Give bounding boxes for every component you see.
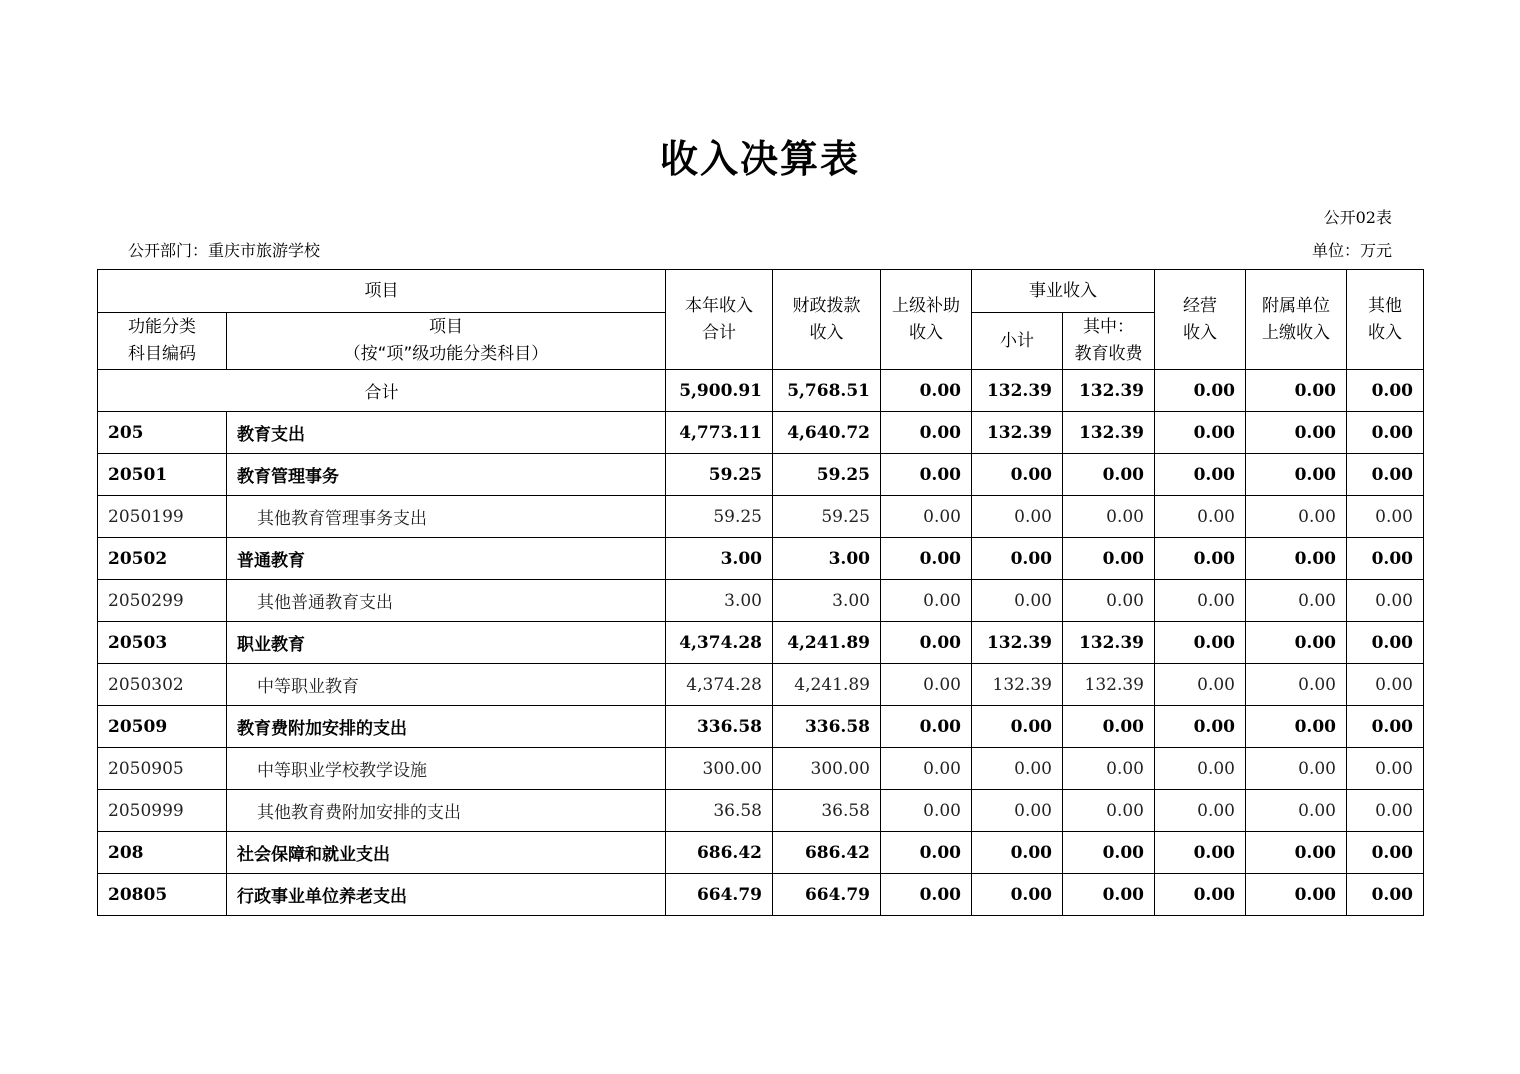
row-code: 208 <box>98 832 227 874</box>
row-value: 0.00 <box>972 454 1063 496</box>
row-value: 0.00 <box>881 580 972 622</box>
header-code: 功能分类 科目编码 <box>98 313 227 370</box>
row-value: 0.00 <box>972 790 1063 832</box>
row-value: 132.39 <box>1063 622 1155 664</box>
row-value: 336.58 <box>773 706 881 748</box>
row-value: 132.39 <box>1063 664 1155 706</box>
row-value: 59.25 <box>666 454 773 496</box>
row-value: 0.00 <box>1246 412 1347 454</box>
total-value: 0.00 <box>1347 370 1424 412</box>
table-row <box>98 706 1424 748</box>
row-value: 0.00 <box>1347 496 1424 538</box>
row-value: 0.00 <box>1347 748 1424 790</box>
row-value: 686.42 <box>666 832 773 874</box>
header-superior: 上级补助 收入 <box>881 270 972 370</box>
row-value: 0.00 <box>1347 454 1424 496</box>
row-value: 0.00 <box>1347 622 1424 664</box>
table-row <box>98 538 1424 580</box>
row-value: 0.00 <box>1155 664 1246 706</box>
header-name: 项目 （按“项”级功能分类科目） <box>227 313 666 370</box>
page-title: 收入决算表 <box>659 137 860 181</box>
header-operating: 经营 收入 <box>1155 270 1246 370</box>
row-value: 4,374.28 <box>666 622 773 664</box>
row-value: 0.00 <box>1246 454 1347 496</box>
row-value: 300.00 <box>773 748 881 790</box>
row-value: 0.00 <box>1155 412 1246 454</box>
row-value: 0.00 <box>1063 748 1155 790</box>
row-value: 0.00 <box>1155 832 1246 874</box>
table-row <box>98 580 1424 622</box>
total-value: 132.39 <box>1063 370 1155 412</box>
header-other: 其他 收入 <box>1347 270 1424 370</box>
row-value: 132.39 <box>972 664 1063 706</box>
row-value: 36.58 <box>773 790 881 832</box>
header-subtotal: 小计 <box>972 313 1063 370</box>
row-value: 0.00 <box>881 538 972 580</box>
row-value: 3.00 <box>666 580 773 622</box>
header-total: 本年收入 合计 <box>666 270 773 370</box>
row-value: 0.00 <box>1063 454 1155 496</box>
row-value: 4,773.11 <box>666 412 773 454</box>
row-value: 3.00 <box>666 538 773 580</box>
row-name: 其他教育管理事务支出 <box>227 496 666 538</box>
row-value: 0.00 <box>1246 748 1347 790</box>
row-value: 0.00 <box>1155 874 1246 916</box>
row-value: 0.00 <box>881 664 972 706</box>
row-value: 0.00 <box>1246 706 1347 748</box>
row-value: 0.00 <box>1155 538 1246 580</box>
row-value: 4,374.28 <box>666 664 773 706</box>
row-name: 其他普通教育支出 <box>227 580 666 622</box>
row-value: 0.00 <box>1347 706 1424 748</box>
row-name: 普通教育 <box>227 538 666 580</box>
table-row <box>98 874 1424 916</box>
row-value: 0.00 <box>1246 832 1347 874</box>
row-value: 0.00 <box>1063 538 1155 580</box>
row-value: 0.00 <box>1246 874 1347 916</box>
total-value: 132.39 <box>972 370 1063 412</box>
total-value: 5,900.91 <box>666 370 773 412</box>
row-value: 0.00 <box>1246 538 1347 580</box>
row-value: 0.00 <box>1246 664 1347 706</box>
row-value: 0.00 <box>1155 454 1246 496</box>
row-value: 59.25 <box>773 496 881 538</box>
row-name: 教育费附加安排的支出 <box>227 706 666 748</box>
row-code: 205 <box>98 412 227 454</box>
table-row <box>98 622 1424 664</box>
row-value: 0.00 <box>881 832 972 874</box>
row-value: 0.00 <box>881 622 972 664</box>
row-name: 中等职业教育 <box>227 664 666 706</box>
row-value: 0.00 <box>972 538 1063 580</box>
row-name: 教育支出 <box>227 412 666 454</box>
row-value: 0.00 <box>1246 790 1347 832</box>
row-value: 4,640.72 <box>773 412 881 454</box>
row-value: 36.58 <box>666 790 773 832</box>
row-value: 0.00 <box>881 790 972 832</box>
row-code: 20509 <box>98 706 227 748</box>
total-value: 0.00 <box>881 370 972 412</box>
row-code: 20503 <box>98 622 227 664</box>
row-value: 300.00 <box>666 748 773 790</box>
row-value: 0.00 <box>1347 832 1424 874</box>
row-code: 2050999 <box>98 790 227 832</box>
row-value: 3.00 <box>773 580 881 622</box>
row-name: 职业教育 <box>227 622 666 664</box>
unit-label: 单位：万元 <box>1311 241 1392 260</box>
row-value: 0.00 <box>1155 496 1246 538</box>
row-value: 336.58 <box>666 706 773 748</box>
row-code: 20805 <box>98 874 227 916</box>
row-value: 4,241.89 <box>773 622 881 664</box>
row-value: 0.00 <box>1347 790 1424 832</box>
row-value: 3.00 <box>773 538 881 580</box>
row-value: 0.00 <box>972 706 1063 748</box>
row-value: 0.00 <box>972 832 1063 874</box>
row-name: 社会保障和就业支出 <box>227 832 666 874</box>
row-code: 20501 <box>98 454 227 496</box>
row-value: 0.00 <box>1063 706 1155 748</box>
row-value: 0.00 <box>1246 622 1347 664</box>
row-value: 0.00 <box>881 496 972 538</box>
total-value: 0.00 <box>1155 370 1246 412</box>
header-edu-fee: 其中： 教育收费 <box>1063 313 1155 370</box>
header-business-group: 事业收入 <box>972 270 1155 313</box>
row-value: 0.00 <box>1347 538 1424 580</box>
row-value: 0.00 <box>1155 580 1246 622</box>
row-name: 教育管理事务 <box>227 454 666 496</box>
row-value: 0.00 <box>1347 664 1424 706</box>
table-row <box>98 454 1424 496</box>
row-value: 0.00 <box>881 454 972 496</box>
row-value: 0.00 <box>881 412 972 454</box>
form-number: 公开02表 <box>1323 208 1392 227</box>
table-row <box>98 664 1424 706</box>
total-value: 0.00 <box>1246 370 1347 412</box>
income-table <box>97 269 1424 916</box>
row-value: 686.42 <box>773 832 881 874</box>
table-row <box>98 748 1424 790</box>
row-value: 0.00 <box>1246 496 1347 538</box>
table-body <box>98 370 1424 916</box>
row-name: 其他教育费附加安排的支出 <box>227 790 666 832</box>
header-fiscal: 财政拨款 收入 <box>773 270 881 370</box>
table-header <box>98 270 1424 370</box>
row-value: 0.00 <box>1063 580 1155 622</box>
row-value: 0.00 <box>1063 874 1155 916</box>
row-value: 4,241.89 <box>773 664 881 706</box>
table-row <box>98 412 1424 454</box>
row-value: 0.00 <box>1155 622 1246 664</box>
total-label: 合计 <box>98 370 666 412</box>
total-row <box>98 370 1424 412</box>
table-row <box>98 832 1424 874</box>
total-value: 5,768.51 <box>773 370 881 412</box>
row-value: 0.00 <box>881 874 972 916</box>
row-value: 0.00 <box>972 496 1063 538</box>
header-item-group: 项目 <box>98 270 666 313</box>
row-value: 0.00 <box>1347 412 1424 454</box>
table-row <box>98 496 1424 538</box>
header-affiliated: 附属单位 上缴收入 <box>1246 270 1347 370</box>
row-value: 0.00 <box>972 874 1063 916</box>
row-code: 2050905 <box>98 748 227 790</box>
row-value: 0.00 <box>1063 790 1155 832</box>
row-value: 0.00 <box>972 580 1063 622</box>
row-value: 664.79 <box>666 874 773 916</box>
row-value: 0.00 <box>972 748 1063 790</box>
row-code: 2050302 <box>98 664 227 706</box>
row-value: 0.00 <box>1155 748 1246 790</box>
row-value: 132.39 <box>972 622 1063 664</box>
row-value: 664.79 <box>773 874 881 916</box>
row-name: 中等职业学校教学设施 <box>227 748 666 790</box>
row-code: 20502 <box>98 538 227 580</box>
row-name: 行政事业单位养老支出 <box>227 874 666 916</box>
row-value: 0.00 <box>881 706 972 748</box>
row-value: 0.00 <box>1155 706 1246 748</box>
row-value: 0.00 <box>1063 496 1155 538</box>
row-code: 2050199 <box>98 496 227 538</box>
row-value: 0.00 <box>881 748 972 790</box>
department-label: 公开部门：重庆市旅游学校 <box>128 241 321 260</box>
row-value: 59.25 <box>773 454 881 496</box>
row-value: 0.00 <box>1246 580 1347 622</box>
row-value: 0.00 <box>1063 832 1155 874</box>
row-value: 132.39 <box>972 412 1063 454</box>
row-value: 0.00 <box>1155 790 1246 832</box>
table-row <box>98 790 1424 832</box>
row-value: 0.00 <box>1347 874 1424 916</box>
row-code: 2050299 <box>98 580 227 622</box>
row-value: 59.25 <box>666 496 773 538</box>
row-value: 132.39 <box>1063 412 1155 454</box>
row-value: 0.00 <box>1347 580 1424 622</box>
